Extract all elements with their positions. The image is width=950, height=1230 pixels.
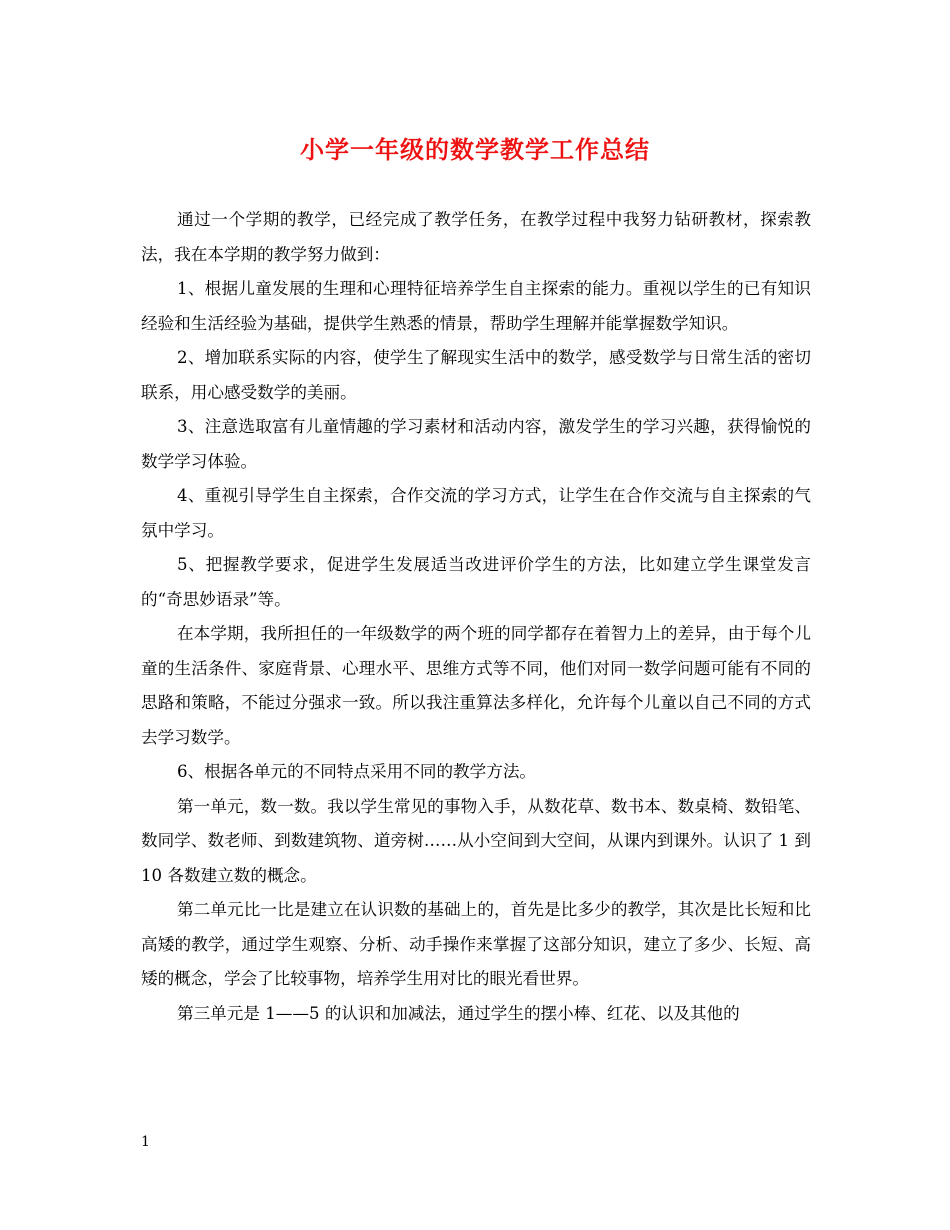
paragraph-unit-1: 第一单元，数一数。我以学生常见的事物入手，从数花草、数书本、数桌椅、数铅笔、数同学、数老师、到数建筑物、道旁树……从小空间到大空间，从课内到课外。认识了 1 到 10 各数建立数的概念。 [141,796,811,885]
paragraph-item-4: 4、重视引导学生自主探索，合作交流的学习方式，让学生在合作交流与自主探索的气氛中学习。 [141,486,811,540]
paragraph-unit-3: 第三单元是 1——5 的认识和加减法，通过学生的摆小棒、红花、以及其他的 [177,1003,740,1023]
paragraph-item-3: 3、注意选取富有儿童情趣的学习素材和活动内容，激发学生的学习兴趣，获得愉悦的数学学习体验。 [141,417,811,471]
paragraph-differences: 在本学期，我所担任的一年级数学的两个班的同学都存在着智力上的差异，由于每个儿童的生活条件、家庭背景、心理水平、思维方式等不同，他们对同一数学问题可能有不同的思路和策略，不能过分强求一致。所以我注重算法多样化，允许每个儿童以自己不同的方式去学习数学。 [141,624,811,747]
paragraph-item-6: 6、根据各单元的不同特点采用不同的教学方法。 [177,762,537,781]
page-number: 1 [141,1134,150,1150]
paragraph-item-2: 2、增加联系实际的内容，使学生了解现实生活中的数学，感受数学与日常生活的密切联系，用心感受数学的美丽。 [141,348,811,402]
paragraph-item-1: 1、根据儿童发展的生理和心理特征培养学生自主探索的能力。重视以学生的已有知识经验和生活经验为基础，提供学生熟悉的情景，帮助学生理解并能掌握数学知识。 [141,279,811,333]
paragraph-intro: 通过一个学期的教学，已经完成了教学任务，在教学过程中我努力钻研教材，探索教法，我在本学期的教学努力做到： [141,210,811,264]
paragraph-item-5: 5、把握教学要求，促进学生发展适当改进评价学生的方法，比如建立学生课堂发言的“奇思妙语录”等。 [141,555,811,609]
document-body [141,203,811,1031]
paragraph-unit-2: 第二单元比一比是建立在认识数的基础上的，首先是比多少的教学，其次是比长短和比高矮的教学，通过学生观察、分析、动手操作来掌握了这部分知识，建立了多少、长短、高矮的概念，学会了比较事物，培养学生用对比的眼光看世界。 [141,900,811,988]
document-title: 小学一年级的数学教学工作总结 [300,136,650,164]
